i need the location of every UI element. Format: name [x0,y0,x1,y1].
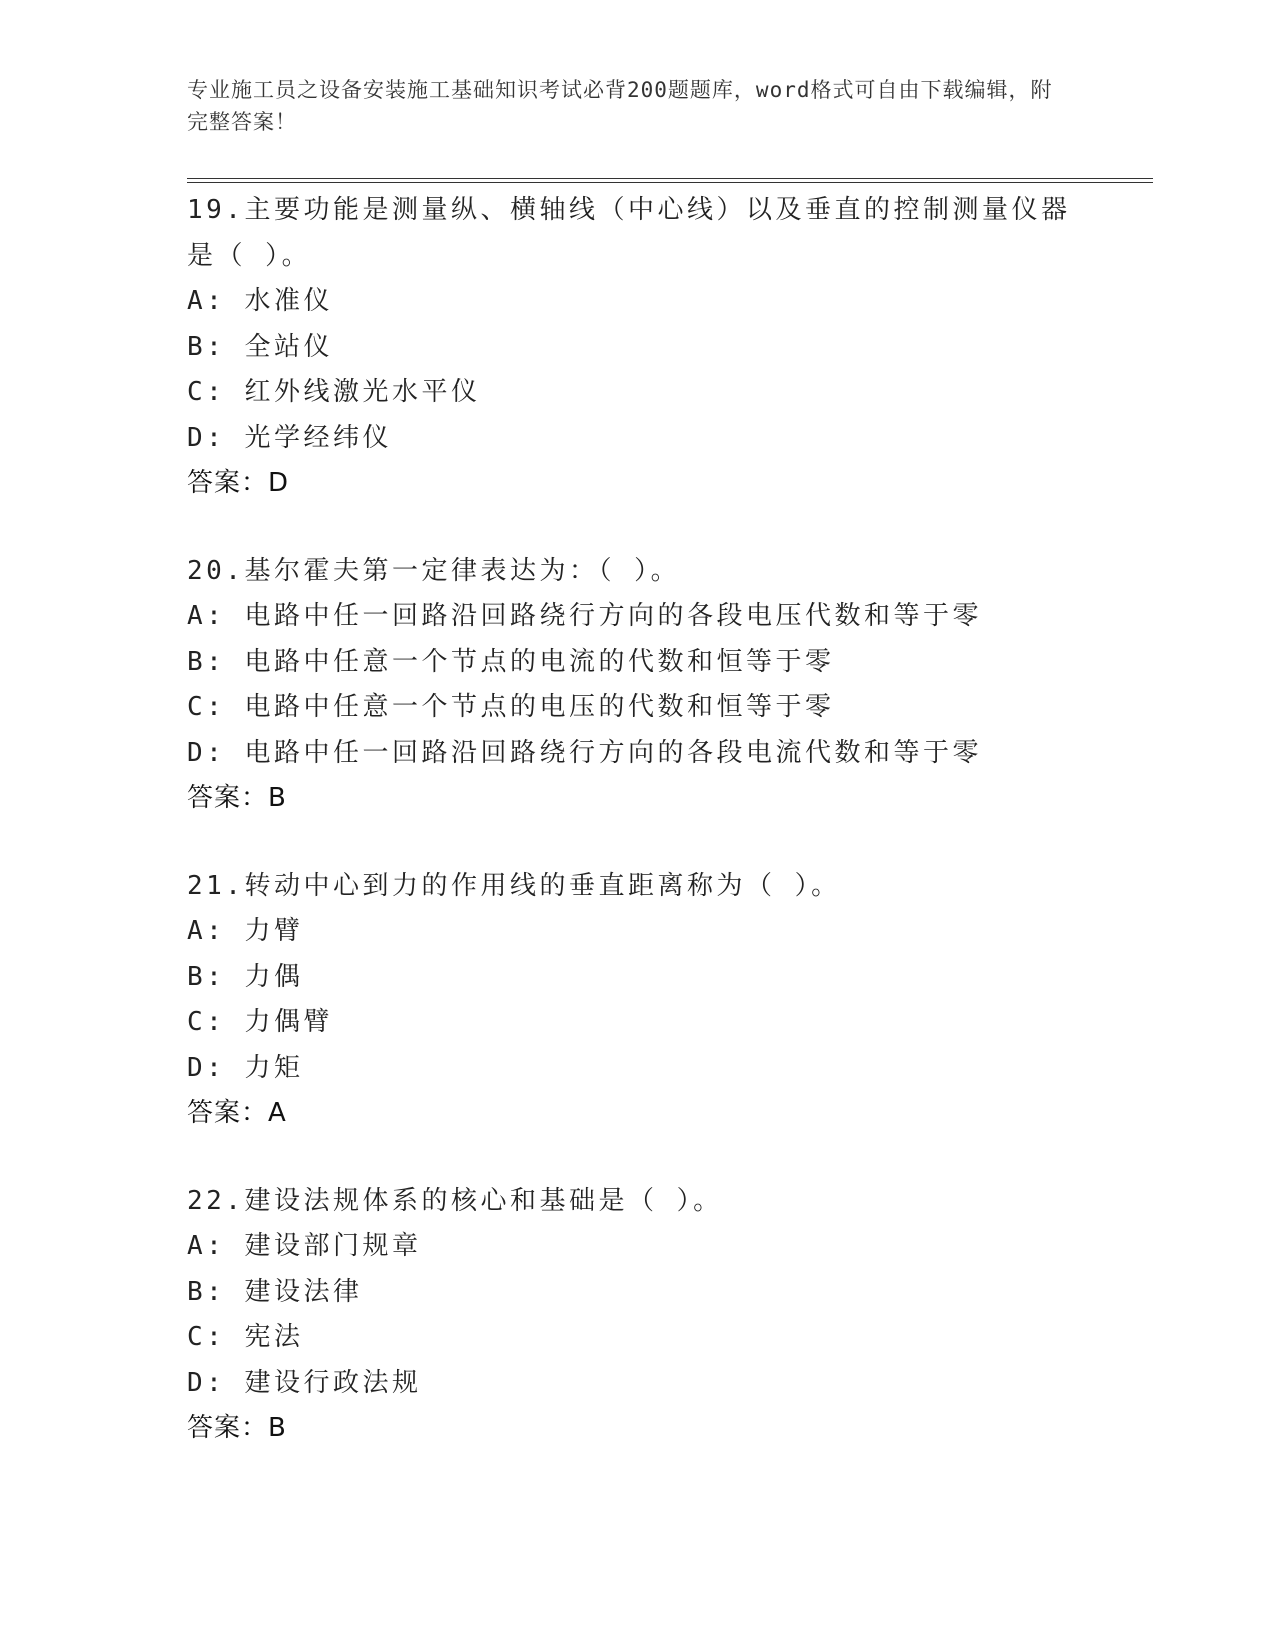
document-header [187,74,1067,138]
option-d: D: 光学经纬仪 [187,422,392,453]
answer: 答案：B [187,1413,287,1443]
question-20 [187,549,1087,822]
option-b: B: 力偶 [187,961,304,992]
option-c: C: 电路中任意一个节点的电压的代数和恒等于零 [187,692,835,722]
option-b: B: 电路中任意一个节点的电流的代数和恒等于零 [187,646,835,677]
option-a: A: 建设部门规章 [187,1231,422,1261]
document-title: 专业施工员之设备安装施工基础知识考试必背200题题库，word格式可自由下载编辑，附完整答案！ [187,78,1053,134]
option-d: D: 电路中任一回路沿回路绕行方向的各段电流代数和等于零 [187,737,982,768]
question-22 [187,1179,1087,1452]
option-d: D: 力矩 [187,1052,304,1083]
option-b: B: 全站仪 [187,331,333,362]
option-a: A: 水准仪 [187,286,333,316]
answer: 答案：D [187,468,290,498]
option-a: A: 电路中任一回路沿回路绕行方向的各段电压代数和等于零 [187,601,982,631]
question-list [187,188,1087,1494]
answer: 答案：B [187,783,287,813]
option-c: C: 力偶臂 [187,1007,333,1037]
question-21 [187,864,1087,1137]
option-d: D: 建设行政法规 [187,1367,422,1398]
option-c: C: 红外线激光水平仪 [187,377,481,407]
question-stem: 21.转动中心到力的作用线的垂直距离称为（ ）。 [187,870,841,901]
option-b: B: 建设法律 [187,1276,363,1307]
question-stem: 20.基尔霍夫第一定律表达为：（ ）。 [187,555,681,586]
header-divider [187,178,1153,183]
question-stem: 19.主要功能是测量纵、横轴线（中心线）以及垂直的控制测量仪器是（ ）。 [187,195,1071,271]
answer: 答案：A [187,1098,287,1128]
question-19 [187,188,1087,507]
question-stem: 22.建设法规体系的核心和基础是（ ）。 [187,1185,723,1216]
option-c: C: 宪法 [187,1322,304,1352]
option-a: A: 力臂 [187,916,304,946]
